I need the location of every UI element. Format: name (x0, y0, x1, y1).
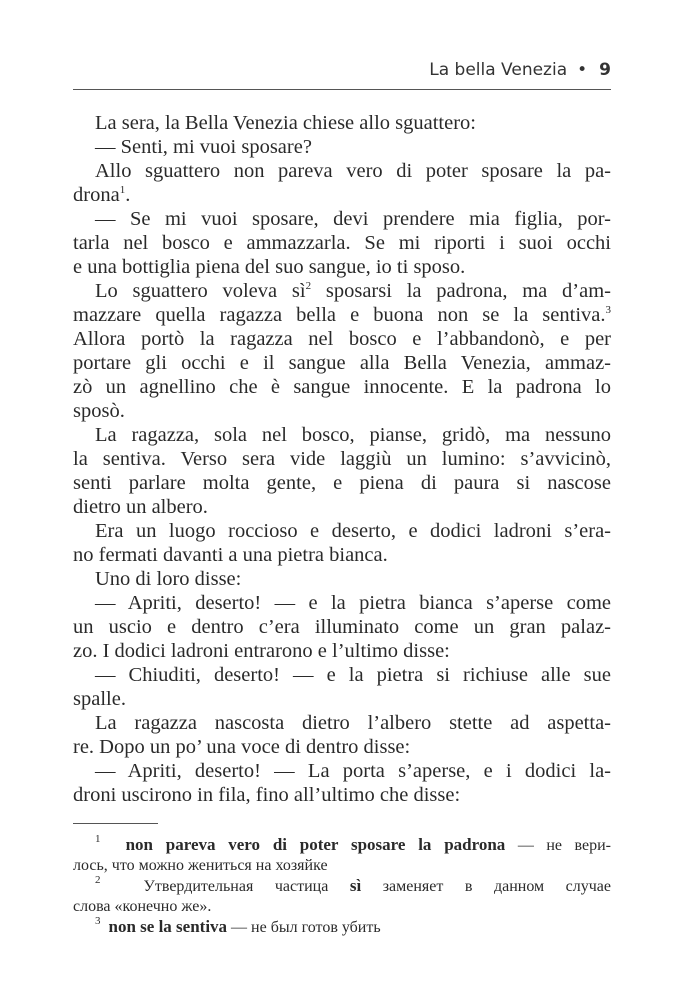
line-text: Lo sguattero voleva sì (95, 280, 306, 302)
line-text: sposò. (73, 400, 125, 422)
footnote-line (73, 876, 611, 897)
footnote-text: заменяет в данном случае (361, 878, 611, 895)
footnote-term: non se la sentiva (108, 917, 228, 936)
line-text: droni uscirono in fila, fino all’ultimo che disse: (73, 784, 461, 806)
footnote-text: Утвердительная частица (143, 878, 350, 895)
text-line (73, 231, 611, 255)
text-line (73, 591, 611, 615)
footnote-line (73, 917, 611, 938)
line-text: mazzare quella ragazza bella e buona non se la sentiva. (73, 304, 606, 326)
text-line (73, 471, 611, 495)
line-text: — Chiuditi, deserto! — e la pietra si richiuse alle sue (95, 664, 611, 686)
footnote-line (73, 897, 611, 918)
line-text: La sera, la Bella Venezia chiese allo sguattero: (95, 112, 476, 134)
line-text: no fermati davanti a una pietra bianca. (73, 544, 388, 566)
text-line (73, 351, 611, 375)
separator: • (577, 60, 588, 80)
text-line (73, 495, 611, 519)
footnote-line (73, 856, 611, 877)
footnote-ref: 2 (305, 280, 312, 292)
footnote-number: 3 (95, 915, 101, 927)
footnote-number: 2 (95, 874, 101, 886)
line-text: zò un agnellino che è sangue innocente. E la padrona lo (73, 376, 611, 398)
line-text: Allo sguattero non pareva vero di poter sposare la pa- (95, 160, 611, 182)
line-text: sposarsi la padrona, ma d’am- (311, 280, 612, 302)
line-text: drona (73, 184, 120, 206)
text-line (73, 543, 611, 567)
text-line (73, 519, 611, 543)
footnote-ref: 1 (119, 184, 126, 196)
text-line (73, 615, 611, 639)
text-line (73, 759, 611, 783)
text-line (73, 207, 611, 231)
text-line (73, 111, 611, 135)
text-line (73, 735, 611, 759)
footnote-text: — не вери- (505, 837, 612, 854)
text-line (73, 447, 611, 471)
text-line (73, 711, 611, 735)
line-text: un uscio e dentro c’era illuminato come un gran palaz- (73, 616, 611, 638)
footnote-term: sì (349, 876, 362, 895)
text-line (73, 423, 611, 447)
line-text: Allora portò la ragazza nel bosco e l’abbandonò, e per (73, 328, 611, 350)
line-text: Uno di loro disse: (95, 568, 242, 590)
line-text: La ragazza nascosta dietro l’albero stette ad aspetta- (95, 712, 611, 734)
running-header (73, 60, 611, 80)
footnote-text: — не был готов убить (227, 919, 381, 936)
text-line (73, 327, 611, 351)
line-text: — Senti, mi vuoi sposare? (95, 136, 312, 158)
text-line (73, 687, 611, 711)
chapter-title: La bella Venezia (429, 60, 568, 80)
text-line (73, 567, 611, 591)
footnotes (73, 835, 611, 938)
text-line (73, 399, 611, 423)
line-text: re. Dopo un po’ una voce di dentro disse: (73, 736, 411, 758)
footnote-line (73, 835, 611, 856)
text-line (73, 783, 611, 807)
line-text: tarla nel bosco e ammazzarla. Se mi riporti i suoi occhi (73, 232, 611, 254)
line-text: La ragazza, sola nel bosco, pianse, gridò, ma nessuno (95, 424, 611, 446)
line-text: zo. I dodici ladroni entrarono e l’ultimo disse: (73, 640, 450, 662)
footnote-ref: 3 (605, 304, 611, 316)
line-text: senti parlare molta gente, e piena di paura si nascose (73, 472, 611, 494)
text-line (73, 639, 611, 663)
text-line (73, 279, 611, 303)
line-text: Era un luogo roccioso e deserto, e dodici ladroni s’era- (95, 520, 611, 542)
page-number: 9 (599, 60, 611, 80)
text-line (73, 375, 611, 399)
text-line (73, 303, 611, 327)
line-text: — Se mi vuoi sposare, devi prendere mia figlia, por- (95, 208, 611, 230)
header-rule (73, 89, 611, 90)
footnote-rule (73, 823, 158, 824)
text-line (73, 159, 611, 183)
line-text: portare gli occhi e il sangue alla Bella Venezia, ammaz- (73, 352, 611, 374)
line-text: la sentiva. Verso sera vide laggiù un lumino: s’avvicinò, (73, 448, 611, 470)
footnote-text: лось, что можно жениться на хозяйке (73, 856, 328, 874)
line-text: e una bottiglia piena del suo sangue, io ti sposo. (73, 256, 466, 278)
footnote-term: non pareva vero di poter sposare la padrona (125, 835, 506, 854)
footnote-number: 1 (95, 833, 101, 845)
line-text: — Apriti, deserto! — e la pietra bianca s’aperse come (95, 592, 611, 614)
text-line (73, 183, 611, 207)
line-text: — Apriti, deserto! — La porta s’aperse, e i dodici la- (95, 760, 611, 782)
text-line (73, 663, 611, 687)
line-text: spalle. (73, 688, 126, 710)
line-text: dietro un albero. (73, 496, 208, 518)
main-text (73, 111, 611, 807)
footnote-text: слова «конечно же». (73, 897, 212, 915)
text-line (73, 135, 611, 159)
text-line (73, 255, 611, 279)
line-text: . (125, 184, 131, 206)
